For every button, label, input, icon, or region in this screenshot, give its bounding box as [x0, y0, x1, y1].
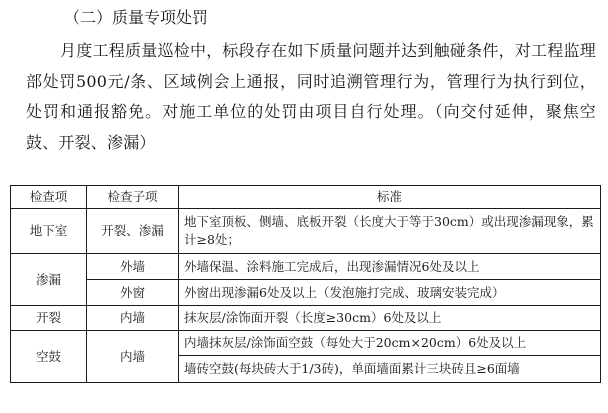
cell-standard: 墙砖空鼓(每块砖大于1/3砖)，单面墙面累计三块砖且≥6面墙 [179, 356, 601, 383]
cell-item: 空鼓 [11, 331, 87, 383]
cell-standard: 外墙保温、涂料施工完成后，出现渗漏情况6处及以上 [179, 254, 601, 280]
section-paragraph: 月度工程质量巡检中，标段存在如下质量问题并达到触碰条件，对工程监理部处罚500元/条、区域例会上通报，同时追溯管理行为，管理行为执行到位，处罚和通报豁免。对施工单位的处罚由项目自行处理。（向交付延伸，聚焦空鼓、开裂、渗漏） [26, 41, 596, 152]
table-row [11, 254, 601, 280]
cell-standard: 内墙抹灰层/涂饰面空鼓（每处大于20cm×20cm）6处及以上 [179, 331, 601, 356]
section-heading: （二）质量专项处罚 [64, 8, 209, 27]
cell-subitem: 开裂、渗漏 [87, 209, 179, 254]
table-row [11, 280, 601, 306]
table-row [11, 331, 601, 356]
cell-subitem: 内墙 [87, 306, 179, 331]
header-item: 检查项 [11, 186, 87, 209]
cell-standard: 抹灰层/涂饰面开裂（长度≥30cm）6处及以上 [179, 306, 601, 331]
header-subitem: 检查子项 [87, 186, 179, 209]
table-row [11, 209, 601, 254]
table-header-row [11, 186, 601, 209]
table-row [11, 306, 601, 331]
cell-standard: 地下室顶板、侧墙、底板开裂（长度大于等于30cm）或出现渗漏现象，累计≥8处； [179, 209, 601, 254]
cell-subitem: 外窗 [87, 280, 179, 306]
cell-item: 渗漏 [11, 254, 87, 306]
cell-standard: 外窗出现渗漏6处及以上（发泡施打完成、玻璃安装完成） [179, 280, 601, 306]
standards-table [10, 185, 601, 383]
cell-subitem: 外墙 [87, 254, 179, 280]
cell-item: 地下室 [11, 209, 87, 254]
cell-item: 开裂 [11, 306, 87, 331]
header-standard: 标准 [179, 186, 601, 209]
cell-subitem: 内墙 [87, 331, 179, 383]
